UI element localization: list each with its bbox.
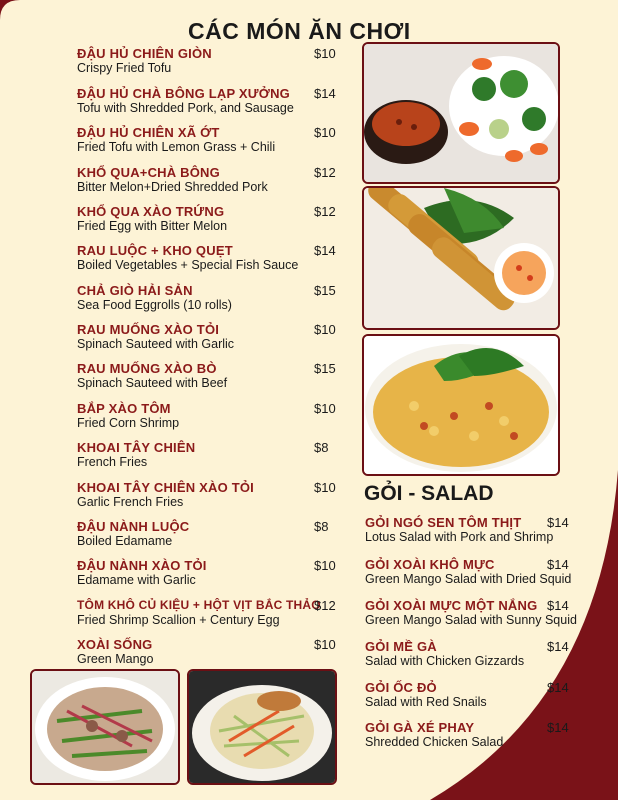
menu-item [77,558,207,587]
item-price: $15 [314,361,336,376]
item-price: $8 [314,440,329,455]
photo-boiled-vegetables-dip [362,42,560,184]
item-name-vn: CHẢ GIÒ HẢI SẢN [77,283,193,298]
menu-item [365,680,487,709]
item-price: $12 [314,165,336,180]
item-price: $10 [314,637,336,652]
photo-seafood-eggrolls [362,186,560,330]
item-price: $8 [314,519,329,534]
item-price: $14 [314,243,336,258]
item-name-en: Sea Food Eggrolls (10 rolls) [77,298,232,312]
photo-mango-salad [187,669,337,785]
item-name-vn: KHOAI TÂY CHIÊN XÀO TỎI [77,480,254,495]
menu-item [77,125,275,154]
item-name-en: Fried Tofu with Lemon Grass + Chili [77,140,276,154]
menu-item [77,322,234,351]
photo-fried-corn-shrimp [362,334,560,476]
item-name-vn: BẮP XÀO TÔM [77,401,171,416]
menu-item [77,440,195,469]
item-name-en: French Fries [77,455,148,469]
item-price: $14 [547,515,569,530]
item-name-en: Green Mango Salad with Sunny Squid [365,613,577,627]
item-name-vn: TÔM KHÔ CỦ KIỆU + HỘT VỊT BẮC THẢO [77,598,321,612]
item-price: $14 [547,598,569,613]
menu-item [365,598,577,627]
item-name-vn: KHOAI TÂY CHIÊN [77,440,196,455]
item-price: $10 [314,401,336,416]
item-name-en: Tofu with Shredded Pork, and Sausage [77,101,294,115]
item-name-vn: GỎI ỐC ĐỎ [365,680,437,695]
item-price: $14 [314,86,336,101]
menu-item [77,283,232,312]
item-price: $10 [314,480,336,495]
item-name-en: Spinach Sauteed with Garlic [77,337,235,351]
item-price: $14 [547,639,569,654]
menu-item [77,165,268,194]
menu-item [77,519,189,548]
menu-item [365,720,503,749]
item-name-vn: ĐẬU HỦ CHIÊN XÃ ỚT [77,125,220,140]
menu-item [77,480,254,509]
item-price: $12 [314,204,336,219]
item-name-vn: RAU LUỘC + KHO QUẸT [77,243,233,258]
item-price: $10 [314,125,336,140]
salad-title: GỎI - SALAD [364,482,494,505]
item-price: $15 [314,283,336,298]
item-name-vn: RAU MUỐNG XÀO TỎI [77,322,220,337]
menu-item [77,401,179,430]
item-name-vn: GỎI XOÀI MỰC MỘT NẮNG [365,598,538,613]
item-name-en: Boiled Vegetables + Special Fish Sauce [77,258,299,272]
item-name-en: Green Mango [77,652,154,666]
item-name-vn: KHỔ QUA+CHÀ BÔNG [77,165,220,180]
item-name-en: Fried Corn Shrimp [77,416,180,430]
item-price: $10 [314,322,336,337]
item-name-vn: ĐẬU NÀNH XÀO TỎI [77,558,207,573]
item-price: $14 [547,720,569,735]
item-name-vn: GỎI XOÀI KHÔ MỰC [365,557,495,572]
menu-item [365,557,571,586]
menu-item [365,639,524,668]
item-name-en: Salad with Red Snails [365,695,487,709]
item-name-en: Crispy Fried Tofu [77,61,172,75]
menu-item [365,515,553,544]
item-name-vn: ĐẬU HỦ CHIÊN GIÒN [77,46,212,61]
item-name-vn: GỎI NGÓ SEN TÔM THỊT [365,515,522,530]
item-price: $10 [314,558,336,573]
item-name-vn: GỎI GÀ XÉ PHAY [365,720,475,735]
item-name-en: Boiled Edamame [77,534,173,548]
menu-item [77,243,298,272]
item-name-en: Shredded Chicken Salad [365,735,504,749]
menu-item [77,46,212,75]
item-name-en: Spinach Sauteed with Beef [77,376,228,390]
item-name-en: Edamame with Garlic [77,573,196,587]
item-name-en: Fried Shrimp Scallion + Century Egg [77,613,280,627]
item-name-en: Fried Egg with Bitter Melon [77,219,228,233]
item-name-en: Green Mango Salad with Dried Squid [365,572,572,586]
item-name-vn: GỎI MỀ GÀ [365,639,437,654]
item-name-vn: KHỔ QUA XÀO TRỨNG [77,204,225,219]
menu-item [77,86,294,115]
item-name-vn: ĐẬU HỦ CHÀ BÔNG LẠP XƯỞNG [77,86,290,101]
item-name-vn: RAU MUỐNG XÀO BÒ [77,361,217,376]
item-name-en: Bitter Melon+Dried Shredded Pork [77,180,268,194]
menu-item [77,637,153,666]
item-name-en: Salad with Chicken Gizzards [365,654,525,668]
item-price: $14 [547,680,569,695]
menu-item [77,598,321,627]
menu-item [77,361,227,390]
item-price: $12 [314,598,336,613]
item-price: $14 [547,557,569,572]
item-price: $10 [314,46,336,61]
item-name-en: Lotus Salad with Pork and Shrimp [365,530,554,544]
appetizers-title: CÁC MÓN ĂN CHƠI [188,18,411,44]
photo-gizzard-salad [30,669,180,785]
item-name-vn: XOÀI SỐNG [77,637,153,652]
item-name-vn: ĐẬU NÀNH LUỘC [77,519,190,534]
menu-item [77,204,227,233]
item-name-en: Garlic French Fries [77,495,184,509]
